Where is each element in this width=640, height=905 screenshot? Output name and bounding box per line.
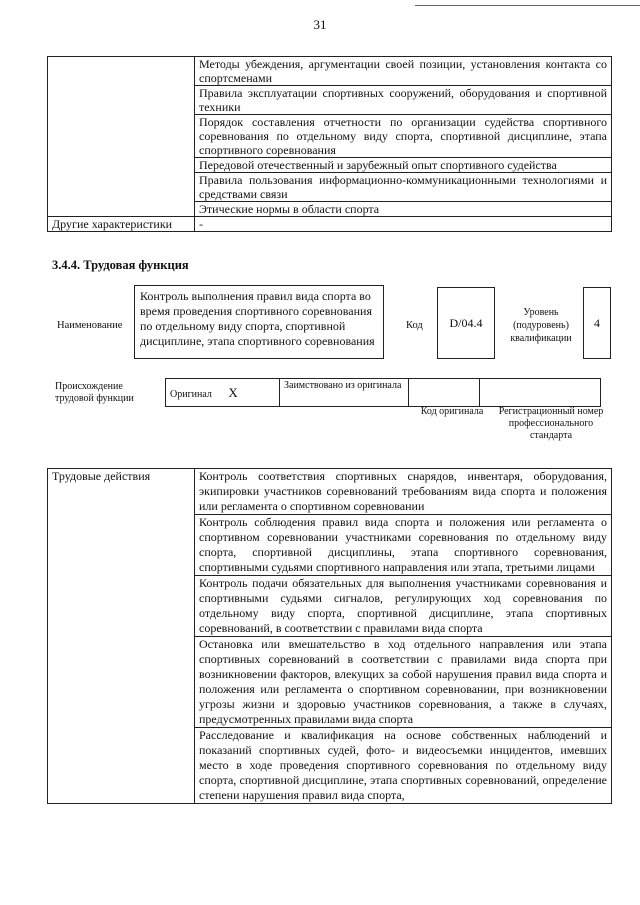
labor-actions-label: Трудовые действия (48, 469, 195, 804)
code-label: Код (406, 320, 423, 331)
table-cell: Методы убеждения, аргументации своей позиции, установления контакта со спортсменами (195, 57, 612, 86)
table-row (166, 379, 601, 407)
reg-number-cell (480, 379, 601, 407)
borrowed-cell: Заимствовано из оригинала (280, 379, 409, 407)
origin-table (165, 378, 601, 407)
table-cell: Правила пользования информационно-коммуникационными технологиями и средствами связи (195, 173, 612, 202)
table-cell: Контроль соблюдения правил вида спорта и положения или регламента о спортивном соревновании участниками соревнования по отдельному виду спорта, спортивной дисциплины, этапа спортивного соревнования, спортивными судьями спортивного направления или этапа, третьими лицами (195, 515, 612, 576)
table-cell: Порядок составления отчетности по организации судейства спортивного соревнования по отдельному виду спорта, спортивной дисциплине, этапа спортивного соревнования (195, 115, 612, 158)
section-title: 3.4.4. Трудовая функция (52, 258, 189, 272)
other-characteristics-value: - (195, 217, 612, 232)
table-cell: Контроль соответствия спортивных снарядов, инвентаря, оборудования, экипировки участников соревнований требованиям вида спорта и положения или регламента о спортивном соревновании (195, 469, 612, 515)
table-cell: Контроль подачи обязательных для выполнения участниками соревнования и спортивными судьями сигналов, регулирующих ход соревнования по отдельному виду спорта, спортивной дисциплине, этапа спортивных соревнований, в соответствии с правилами вида спорта (195, 576, 612, 637)
code-original-label: Код оригинала (420, 406, 484, 417)
reg-number-label: Регистрационный номер профессионального стандарта (498, 406, 604, 441)
knowledge-table (47, 56, 612, 232)
name-label: Наименование (57, 320, 123, 331)
table-cell: Этические нормы в области спорта (195, 202, 612, 217)
original-cell (166, 379, 280, 407)
table-row (48, 57, 612, 86)
table-cell: Расследование и квалификация на основе собственных наблюдений и показаний спортивных судей, фото- и видеосъемки инцидентов, имевших место в ходе проведения спортивного соревнования по отдельному виду спорта, спортивной дисциплине, этапа спортивных соревнований, определение степени нарушения правил вида спорта, (195, 728, 612, 804)
table-cell: Остановка или вмешательство в ход отдельного направления или этапа спортивных соревнований в соответствии с правилами вида спорта при возникновении факторов, влекущих за собой нарушения правил вида спорта и положения или регламента о спортивном соревновании, при возникновении угрозы жизни и здоровью участников соревнования, а также в случаях, предусмотренных правилами вида спорта (195, 637, 612, 728)
code-box: D/04.4 (437, 287, 495, 359)
empty-label-cell (48, 57, 195, 217)
table-cell: Передовой отечественный и зарубежный опыт спортивного судейства (195, 158, 612, 173)
scan-edge-line (415, 5, 640, 6)
table-cell: Правила эксплуатации спортивных сооружений, оборудования и спортивной техники (195, 86, 612, 115)
level-label: Уровень (подуровень) квалификации (510, 307, 572, 344)
function-name-box: Контроль выполнения правил вида спорта во время проведения спортивного соревнования по отдельному виду спорта, спортивной дисциплине, этапа спортивного соревнования (134, 285, 384, 359)
labor-actions-table (47, 468, 612, 804)
original-mark: X (228, 384, 238, 400)
other-characteristics-label: Другие характеристики (48, 217, 195, 232)
table-row (48, 469, 612, 515)
table-row (48, 217, 612, 232)
level-box: 4 (583, 287, 611, 359)
original-label: Оригинал (170, 388, 212, 400)
code-original-cell (409, 379, 480, 407)
origin-label: Происхождение трудовой функции (55, 381, 134, 404)
page-number: 31 (313, 17, 327, 32)
